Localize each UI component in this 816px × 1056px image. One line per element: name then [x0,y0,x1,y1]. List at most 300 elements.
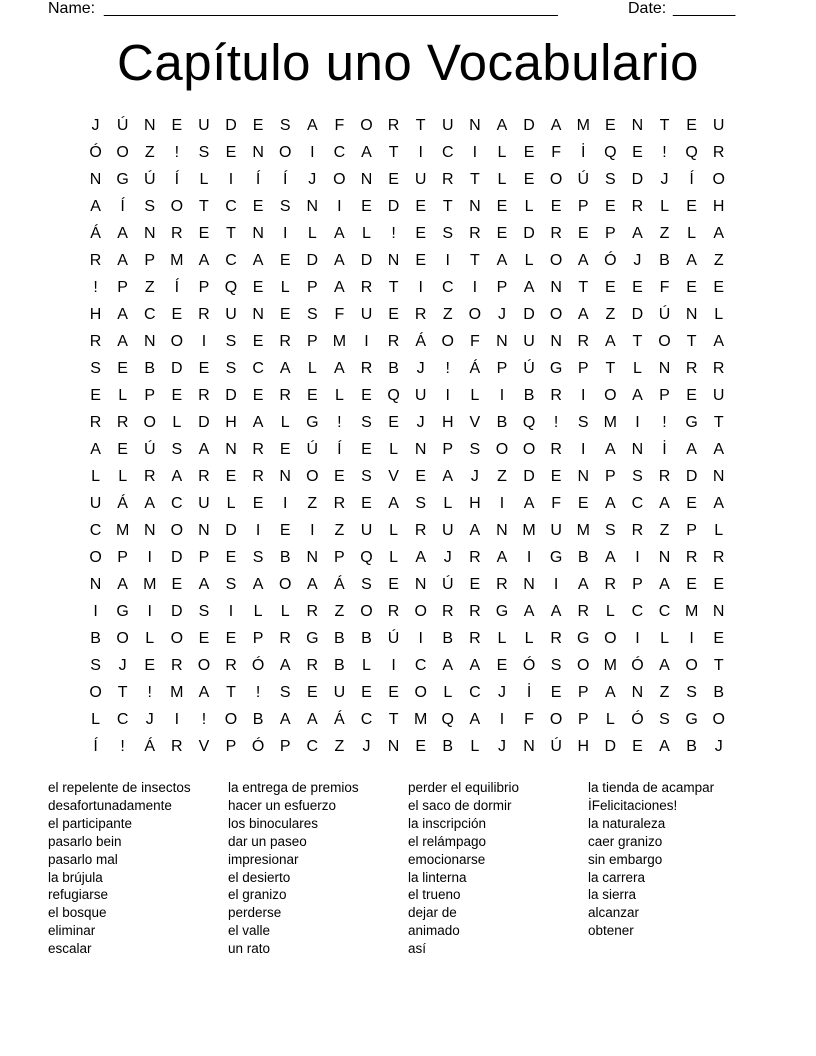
grid-letter: I [635,630,640,647]
grid-letter: N [143,117,156,134]
grid-letter: U [712,387,725,404]
grid-letter: L [389,522,399,539]
name-label: Name: [48,0,96,17]
grid-letter: N [414,441,427,458]
grid-letter: S [659,711,670,728]
grid-letter: N [89,171,102,188]
grid-letter: O [116,630,129,647]
grid-letter: Ú [143,441,156,458]
grid-letter: T [578,279,589,296]
grid-letter: I [93,603,98,620]
grid-letter: S [550,657,562,674]
grid-letter: ! [553,414,559,431]
grid-letter: R [360,279,373,296]
grid-letter: P [442,441,454,458]
grid-letter: R [658,468,671,485]
word-bank-item: el desierto [228,869,291,885]
grid-letter: E [252,333,264,350]
grid-letter: R [550,225,562,242]
grid-letter: T [605,360,616,377]
grid-letter: L [524,630,534,647]
grid-letter: N [414,576,427,593]
grid-letter: E [306,684,318,701]
grid-letter: N [225,441,237,458]
grid-letter: V [388,468,399,485]
grid-letter: E [225,468,237,485]
grid-letter: R [279,387,291,404]
grid-letter: S [361,414,372,431]
grid-letter: E [604,279,616,296]
grid-letter: E [523,171,535,188]
grid-letter: T [686,333,697,350]
grid-letter: A [523,603,535,620]
grid-letter: E [496,198,508,215]
grid-letter: A [577,576,589,593]
grid-letter: I [228,171,234,188]
grid-letter: R [685,549,698,566]
grid-letter: S [90,360,101,377]
grid-letter: D [523,117,535,134]
grid-letter: S [415,495,426,512]
grid-letter: G [685,711,698,728]
grid-letter: F [469,333,480,350]
grid-letter: I [581,441,586,458]
grid-letter: Z [659,225,670,242]
grid-letter: L [632,360,642,377]
word-bank-item: la entrega de premios [228,780,359,795]
grid-letter: I [499,711,505,728]
grid-letter: N [306,549,319,566]
grid-letter: R [469,630,481,647]
grid-letter: Í [93,738,98,755]
grid-letter: A [415,549,426,566]
grid-letter: O [712,171,725,188]
word-bank-item: animado [408,923,460,939]
grid-letter: H [441,414,454,431]
grid-row [82,247,742,274]
grid-letter: E [415,252,426,269]
grid-letter: Í [337,441,342,458]
grid-letter: A [577,306,589,323]
grid-letter: A [117,306,128,323]
grid-letter: S [686,684,697,701]
grid-letter: P [252,630,264,647]
grid-letter: E [252,387,264,404]
grid-letter: A [496,252,508,269]
date-label: Date: [628,0,667,17]
grid-letter: Ú [577,171,590,188]
grid-letter: N [496,333,508,350]
grid-letter: O [170,630,184,647]
grid-letter: D [387,198,400,215]
word-bank-item: la brújula [48,869,103,885]
grid-letter: S [279,117,291,134]
grid-letter: E [686,387,697,404]
grid-letter: E [686,576,697,593]
grid-row [82,517,742,544]
grid-letter: E [415,225,426,242]
grid-letter: E [577,495,589,512]
grid-letter: A [686,252,697,269]
grid-letter: C [658,603,671,620]
grid-letter: S [361,468,372,485]
word-bank-item: İFelicitaciones! [588,797,678,813]
grid-letter: B [523,387,535,404]
grid-letter: R [604,576,617,593]
grid-letter: I [310,144,315,161]
grid-letter: R [387,603,400,620]
grid-letter: E [279,252,291,269]
grid-letter: R [225,657,237,674]
grid-letter: U [414,171,427,188]
grid-letter: R [469,549,481,566]
grid-letter: L [91,468,100,485]
grid-letter: N [577,468,590,485]
grid-letter: Ú [387,630,400,647]
grid-letter: A [632,387,643,404]
grid-letter: E [252,198,264,215]
grid-letter: O [360,603,373,620]
grid-letter: Ú [143,171,156,188]
grid-letter: Z [334,738,345,755]
grid-letter: N [387,252,400,269]
grid-letter: L [605,603,615,620]
grid-letter: E [713,279,725,296]
word-bank-item: desafortunadamente [48,797,172,813]
grid-letter: A [306,117,318,134]
grid-letter: Z [659,522,670,539]
grid-letter: Q [522,414,536,431]
grid-letter: N [360,171,373,188]
grid-row [82,463,742,490]
word-bank-item: la linterna [408,869,467,885]
grid-letter: B [442,630,454,647]
grid-letter: S [225,360,237,377]
grid-letter: U [441,522,454,539]
grid-letter: C [631,603,644,620]
grid-letter: J [497,684,506,701]
grid-letter: O [89,684,102,701]
grid-letter: A [198,441,210,458]
grid-letter: O [197,657,211,674]
date-blank-line: _______ [673,0,736,17]
grid-letter: L [660,198,669,215]
word-bank-item: así [408,941,427,957]
grid-letter: O [306,468,319,485]
grid-letter: O [577,657,590,674]
grid-letter: R [360,360,373,377]
grid-letter: S [442,225,454,242]
grid-letter: D [225,387,237,404]
grid-letter: I [201,333,207,350]
grid-letter: Ú [116,117,129,134]
grid-letter: N [631,441,644,458]
grid-letter: E [361,684,372,701]
grid-letter: A [523,495,535,512]
grid-letter: Á [415,333,426,350]
grid-letter: T [226,684,236,701]
grid-letter: O [414,684,427,701]
grid-letter: Z [334,603,345,620]
grid-letter: E [604,198,616,215]
grid-row [82,112,742,139]
grid-letter: U [198,117,210,134]
grid-letter: I [553,576,559,593]
grid-letter: O [549,306,563,323]
word-bank-column [228,779,408,958]
grid-letter: R [712,360,725,377]
grid-letter: Ú [441,576,454,593]
grid-letter: Z [713,252,724,269]
grid-letter: R [306,603,319,620]
grid-letter: B [442,738,454,755]
grid-letter: T [713,657,724,674]
grid-letter: R [712,549,725,566]
grid-letter: Á [117,495,128,512]
grid-letter: U [414,387,427,404]
word-bank-item: el granizo [228,887,287,903]
grid-letter: M [170,684,184,701]
grid-letter: L [660,630,669,647]
grid-letter: Ó [604,252,617,269]
grid-letter: Í [174,279,180,296]
grid-letter: H [577,738,590,755]
grid-letter: A [659,657,670,674]
word-bank-item: el relámpago [408,833,487,849]
grid-letter: H [469,495,481,512]
word-bank-item: pasarlo mal [48,851,118,867]
grid-letter: L [362,657,371,674]
grid-letter: B [90,630,101,647]
grid-letter: P [632,576,643,593]
grid-letter: I [418,144,423,161]
grid-letter: N [198,522,210,539]
grid-letter: A [334,252,345,269]
grid-letter: Ú [306,441,319,458]
grid-letter: Í [174,171,180,188]
grid-letter: D [604,738,617,755]
grid-letter: O [278,144,292,161]
grid-letter: U [441,117,454,134]
grid-letter: E [469,576,481,593]
grid-letter: ! [337,414,342,431]
grid-letter: E [388,576,399,593]
grid-letter: D [225,522,237,539]
grid-letter: A [469,522,481,539]
grid-letter: E [198,225,210,242]
grid-row [82,139,742,166]
grid-letter: L [714,522,724,539]
grid-letter: D [198,414,210,431]
grid-letter: E [144,657,156,674]
word-bank-item: un rato [228,941,271,957]
grid-letter: Ó [251,657,265,674]
grid-letter: P [496,360,508,377]
grid-letter: S [279,198,291,215]
grid-letter: A [604,333,616,350]
grid-row [82,409,742,436]
grid-letter: E [713,576,725,593]
grid-letter: T [632,333,643,350]
grid-letter: S [171,441,183,458]
grid-letter: A [469,711,481,728]
grid-letter: V [198,738,210,755]
grid-row [82,652,742,679]
grid-letter: N [631,117,644,134]
grid-letter: P [686,522,697,539]
grid-letter: İ [662,441,667,458]
grid-letter: I [255,522,261,539]
name-blank-line: ___________________________________________________ [104,0,558,17]
word-bank-item: eliminar [48,923,96,939]
grid-letter: M [143,576,157,593]
word-bank-item: la naturaleza [588,815,666,831]
grid-letter: L [253,603,263,620]
grid-letter: A [198,576,210,593]
grid-letter: L [389,549,399,566]
grid-letter: A [659,738,670,755]
grid-letter: İ [581,144,586,161]
grid-letter: A [306,711,318,728]
grid-letter: E [198,630,210,647]
grid-letter: A [252,414,264,431]
grid-letter: E [361,495,372,512]
grid-letter: E [171,117,183,134]
grid-letter: O [170,198,184,215]
grid-letter: P [306,279,318,296]
grid-letter: G [577,630,590,647]
grid-letter: E [334,468,345,485]
grid-letter: C [89,522,102,539]
grid-letter: P [496,279,508,296]
grid-letter: O [333,171,346,188]
grid-letter: E [388,414,399,431]
grid-letter: M [170,252,184,269]
grid-letter: L [362,225,371,242]
grid-letter: R [577,333,590,350]
grid-letter: E [171,387,183,404]
grid-letter: A [90,198,101,215]
grid-letter: B [713,684,725,701]
grid-letter: O [278,576,292,593]
grid-letter: R [252,468,264,485]
grid-letter: L [145,630,155,647]
grid-letter: J [443,549,452,566]
grid-letter: I [147,549,152,566]
grid-letter: A [659,495,670,512]
grid-letter: L [470,387,480,404]
grid-letter: I [445,252,450,269]
grid-letter: M [522,522,536,539]
grid-letter: Á [144,738,156,755]
grid-letter: N [387,738,400,755]
grid-letter: R [550,387,562,404]
grid-letter: I [418,630,423,647]
grid-letter: L [497,171,507,188]
grid-letter: N [252,306,264,323]
grid-letter: L [118,468,128,485]
grid-letter: O [360,117,373,134]
grid-letter: ! [662,144,667,161]
grid-letter: P [604,225,616,242]
grid-letter: R [631,522,644,539]
grid-letter: A [469,657,481,674]
grid-letter: P [659,387,670,404]
grid-letter: L [91,711,100,728]
grid-letter: M [576,117,590,134]
grid-letter: Ó [251,738,265,755]
grid-letter: Ó [522,657,536,674]
grid-letter: E [713,630,725,647]
grid-letter: A [198,252,210,269]
grid-letter: A [496,549,508,566]
grid-letter: U [360,306,373,323]
grid-letter: I [310,522,315,539]
grid-letter: Z [605,306,616,323]
grid-row [82,490,742,517]
word-bank-item: refugiarse [48,887,109,903]
grid-letter: R [171,225,183,242]
grid-letter: E [361,441,372,458]
grid-letter: B [279,549,291,566]
grid-letter: Q [360,549,373,566]
grid-letter: O [89,549,102,566]
grid-letter: E [686,117,697,134]
grid-letter: L [497,630,507,647]
grid-letter: B [496,414,508,431]
grid-letter: D [306,252,319,269]
grid-letter: I [581,387,586,404]
grid-letter: B [334,657,345,674]
grid-letter: Z [659,684,670,701]
word-bank-item: el participante [48,815,133,831]
grid-letter: E [252,117,264,134]
grid-letter: Z [334,522,345,539]
grid-letter: B [144,360,156,377]
grid-row [82,544,742,571]
grid-letter: ! [147,684,152,701]
grid-letter: Ó [89,144,102,161]
grid-letter: Z [307,495,318,512]
word-bank-item: impresionar [228,851,299,867]
word-search-grid [82,112,742,762]
grid-letter: P [306,333,318,350]
grid-letter: G [495,603,509,620]
grid-letter: C [143,306,156,323]
grid-letter: A [577,252,589,269]
grid-letter: Z [144,144,155,161]
grid-letter: E [225,549,237,566]
grid-letter: N [143,333,156,350]
grid-letter: E [415,738,426,755]
grid-letter: F [551,144,562,161]
grid-row [82,598,742,625]
word-bank-column [408,779,588,958]
grid-letter: G [306,630,319,647]
grid-letter: O [522,441,536,458]
grid-letter: A [713,225,725,242]
grid-letter: I [282,495,288,512]
grid-letter: E [686,279,697,296]
grid-letter: I [472,144,478,161]
grid-letter: Q [441,711,454,728]
word-bank-item: los binoculares [228,815,319,831]
grid-letter: A [713,333,725,350]
word-bank-item: la tienda de acampar [588,780,715,795]
grid-letter: O [712,711,725,728]
grid-letter: L [280,414,290,431]
grid-letter: A [361,144,372,161]
